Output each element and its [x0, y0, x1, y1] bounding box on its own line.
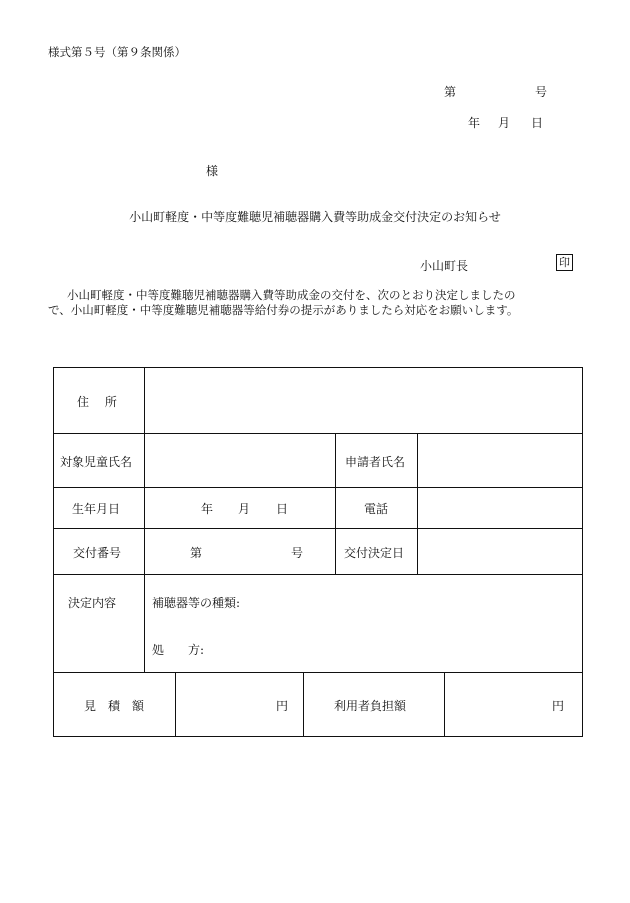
birthdate-day: 日: [276, 502, 289, 516]
addressee-suffix: 様: [206, 164, 219, 178]
document-number-prefix: 第: [444, 85, 457, 99]
table-column-divider: [417, 433, 418, 574]
table-row-divider: [54, 672, 582, 673]
table-row-divider: [54, 433, 582, 434]
table-row-divider: [54, 528, 582, 529]
estimate-amount-label: 見 積 額: [84, 699, 145, 713]
decision-content-label: 決定内容: [68, 596, 117, 610]
grant-date-label: 交付決定日: [344, 546, 405, 560]
user-burden-label: 利用者負担額: [334, 699, 407, 713]
table-column-divider: [303, 672, 304, 737]
decision-table: [53, 367, 583, 737]
birthdate-label: 生年月日: [72, 502, 121, 516]
notice-body-line-1: 小山町軽度・中等度難聴児補聴器購入費等助成金の交付を、次のとおり決定しましたの: [67, 288, 516, 302]
grant-number-prefix: 第: [190, 546, 203, 560]
user-burden-unit: 円: [552, 699, 565, 713]
grant-number-suffix: 号: [291, 546, 304, 560]
birthdate-year: 年: [201, 502, 214, 516]
form-number: 様式第５号（第９条関係）: [48, 45, 186, 59]
table-row-divider: [54, 487, 582, 488]
phone-label: 電話: [364, 502, 389, 516]
estimate-amount-unit: 円: [276, 699, 289, 713]
grant-number-label: 交付番号: [73, 546, 122, 560]
prescription-label: 処 方:: [152, 643, 205, 657]
applicant-name-label: 申請者氏名: [345, 455, 406, 469]
table-column-divider: [335, 433, 336, 574]
table-column-divider: [444, 672, 445, 737]
notice-body: [48, 288, 519, 318]
document-number-suffix: 号: [535, 85, 548, 99]
issue-date-day: 日: [531, 116, 544, 130]
birthdate-month: 月: [238, 502, 251, 516]
child-name-label: 対象児童氏名: [60, 455, 133, 469]
table-column-divider: [144, 368, 145, 672]
issuer-name: 小山町長: [420, 259, 469, 273]
address-label: 住 所: [77, 395, 117, 409]
seal-mark: 印: [556, 254, 573, 271]
table-column-divider: [175, 672, 176, 737]
issue-date-year: 年: [468, 116, 481, 130]
table-row-divider: [54, 574, 582, 575]
issue-date-month: 月: [498, 116, 511, 130]
device-type-label: 補聴器等の種類:: [152, 596, 241, 610]
notice-body-line-2: で、小山町軽度・中等度難聴児補聴器等給付券の提示がありましたら対応をお願いします。: [48, 303, 519, 317]
document-title: 小山町軽度・中等度難聴児補聴器購入費等助成金交付決定のお知らせ: [129, 210, 501, 224]
